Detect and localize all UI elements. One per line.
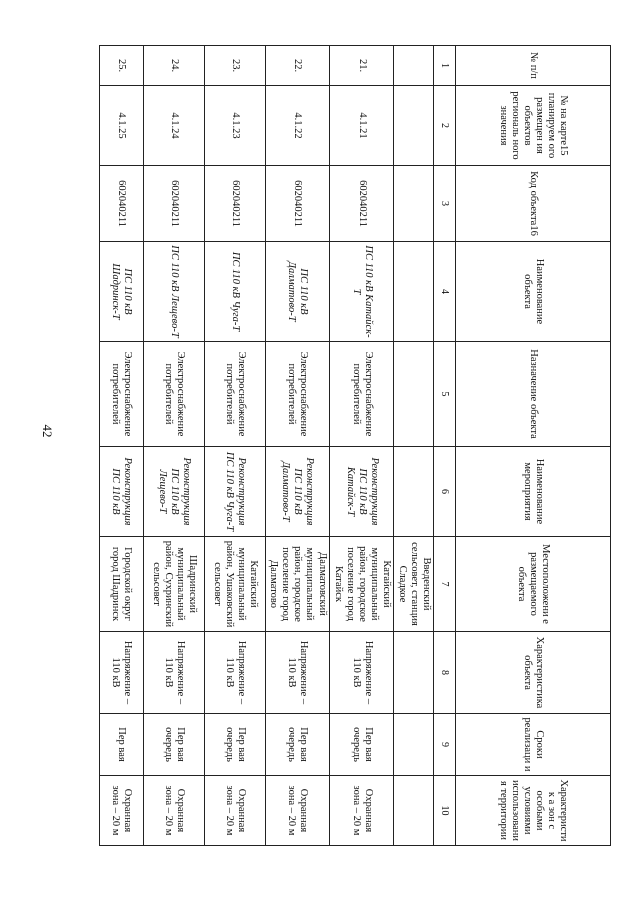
- cell-period: Пер вая очередь: [204, 714, 265, 776]
- cell-period: Пер вая очередь: [330, 714, 394, 776]
- table-row: [204, 46, 265, 846]
- cell-measure: Реконструкция ПС 110 кВ: [100, 447, 144, 537]
- cell-map-no: 4.1.24: [143, 86, 204, 166]
- cell-location: Городской округ город Шадринск: [100, 537, 144, 632]
- cell-num: 25.: [100, 46, 144, 86]
- cell-characteristic: Напряжение – 110 кВ: [330, 632, 394, 714]
- cell-purpose: Электроснабжение потребителей: [100, 342, 144, 447]
- column-number-row: [434, 46, 455, 846]
- cell-period: Пер вая очередь: [265, 714, 329, 776]
- cell-num: 22.: [265, 46, 329, 86]
- cell-measure: Реконструкция ПС 110 кВ Чуга-Т: [204, 447, 265, 537]
- column-number: 3: [434, 166, 455, 242]
- cell-location: Катайский муниципальный район, городское поселение город Катайск: [330, 537, 394, 632]
- cell-zone: Охранная зона – 20 м: [330, 776, 394, 846]
- column-number: 7: [434, 537, 455, 632]
- header-cell-location: Местоположени е размещаемого объекта: [455, 537, 610, 632]
- header-cell-map-no: № на карте15 планируем ого размещен ия объектов региональ ного значения: [455, 86, 610, 166]
- continuation-row: [394, 46, 434, 846]
- table-header-row: [455, 46, 610, 846]
- cell-name: ПС 110 кВ Далматово-Т: [265, 242, 329, 342]
- cell-num: 23.: [204, 46, 265, 86]
- cell-code: 602040211: [100, 166, 144, 242]
- column-number: 9: [434, 714, 455, 776]
- cell-period: Пер вая: [100, 714, 144, 776]
- cell-characteristic: Напряжение – 110 кВ: [143, 632, 204, 714]
- header-cell-characteristic: Характеристика объекта: [455, 632, 610, 714]
- header-cell-zone: Характеристик а зон с особыми условиями использования территории: [455, 776, 610, 846]
- column-number: 8: [434, 632, 455, 714]
- cell-code: 602040211: [204, 166, 265, 242]
- header-cell-name: Наименование объекта: [455, 242, 610, 342]
- cell-purpose: Электроснабжение потребителей: [204, 342, 265, 447]
- header-cell-num: № п/п: [455, 46, 610, 86]
- cell-map-no: 4.1.23: [204, 86, 265, 166]
- rotated-table-container: [99, 45, 611, 845]
- cell-name: ПС 110 кВ Чуга-Т: [204, 242, 265, 342]
- table-row: [100, 46, 144, 846]
- cell-purpose: Электроснабжение потребителей: [265, 342, 329, 447]
- cell-name: ПС 110 кВ Шадринск-Т: [100, 242, 144, 342]
- page-number: 42: [40, 424, 55, 438]
- cell-zone: Охранная зона – 20 м: [100, 776, 144, 846]
- table-row: [143, 46, 204, 846]
- cell-purpose: Электроснабжение потребителей: [143, 342, 204, 447]
- column-number: 10: [434, 776, 455, 846]
- cell-num: 21.: [330, 46, 394, 86]
- column-number: 2: [434, 86, 455, 166]
- cell-map-no: 4.1.25: [100, 86, 144, 166]
- cell-zone: Охранная зона – 20 м: [204, 776, 265, 846]
- header-cell-measure: Наименование мероприятия: [455, 447, 610, 537]
- cell-name: ПС 110 кВ Катайск-Т: [330, 242, 394, 342]
- cell-code: 602040211: [265, 166, 329, 242]
- cell-map-no: 4.1.22: [265, 86, 329, 166]
- cell-characteristic: Напряжение – 110 кВ: [265, 632, 329, 714]
- table-row: [265, 46, 329, 846]
- cell-code: 602040211: [143, 166, 204, 242]
- header-cell-period: Сроки реализаци и: [455, 714, 610, 776]
- column-number: 6: [434, 447, 455, 537]
- cell-location: Шадринский муниципальный район, Сухринский сельсовет: [143, 537, 204, 632]
- cell-measure: Реконструкция ПС 110 кВ Лещево-Т: [143, 447, 204, 537]
- table-row: [330, 46, 394, 846]
- cell-purpose: Электроснабжение потребителей: [330, 342, 394, 447]
- column-number: 4: [434, 242, 455, 342]
- cell-location: Катайский муниципальный район, Ушаковский сельсовет: [204, 537, 265, 632]
- cell-characteristic: Напряжение – 110 кВ: [204, 632, 265, 714]
- cell-num: 24.: [143, 46, 204, 86]
- column-number: 5: [434, 342, 455, 447]
- cell-measure: Реконструкция ПС 110 кВ Катайск-Т: [330, 447, 394, 537]
- cell-zone: Охранная зона – 20 м: [265, 776, 329, 846]
- cell-zone: Охранная зона – 20 м: [143, 776, 204, 846]
- cell-location: Далматовский муниципальный район, городское поселение город Далматово: [265, 537, 329, 632]
- header-cell-purpose: Назначение объекта: [455, 342, 610, 447]
- objects-table: [99, 45, 611, 846]
- cell-map-no: 4.1.21: [330, 86, 394, 166]
- cell-period: Пер вая очередь: [143, 714, 204, 776]
- cell-code: 602040211: [330, 166, 394, 242]
- cell-name: ПС 110 кВ Лещево-Т: [143, 242, 204, 342]
- cell-characteristic: Напряжение – 110 кВ: [100, 632, 144, 714]
- continuation-location: Введенский сельсовет, станция Сладкое: [394, 537, 434, 632]
- cell-measure: Реконструкция ПС 110 кВ Далматово-Т: [265, 447, 329, 537]
- header-cell-code: Код объекта16: [455, 166, 610, 242]
- column-number: 1: [434, 46, 455, 86]
